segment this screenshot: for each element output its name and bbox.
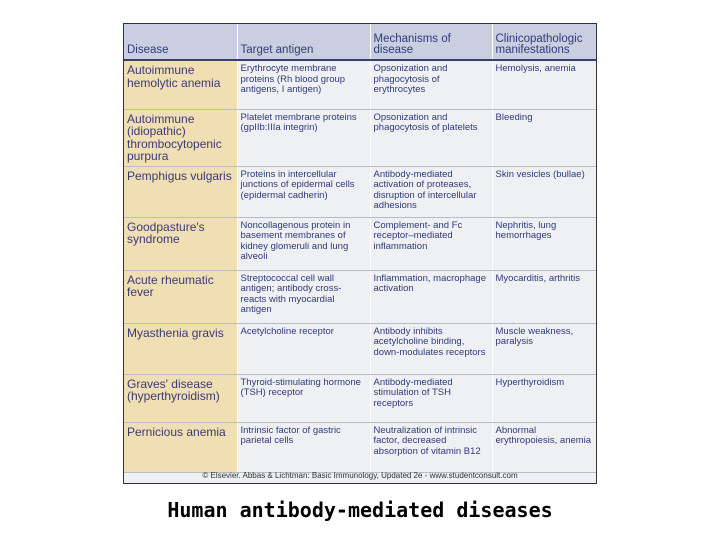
disease-cell: Graves' disease (hyperthyroidism) [124,374,237,422]
antigen-cell: Intrinsic factor of gastric parietal cells [237,422,370,472]
table-row [124,374,596,422]
disease-cell: Acute rheumatic fever [124,270,237,323]
manifestation-cell: Myocarditis, arthritis [492,270,596,323]
mechanism-cell: Neutralization of intrinsic factor, decreased absorption of vitamin B12 [370,422,492,472]
header-mechanisms: Mechanisms of disease [370,24,492,60]
table-row [124,166,596,217]
table-row [124,217,596,270]
header-disease: Disease [124,24,237,60]
mechanism-cell: Opsonization and phagocytosis of erythrocytes [370,60,492,109]
table-figure [123,23,597,484]
antigen-cell: Platelet membrane proteins (gpIIb:IIIa integrin) [237,109,370,166]
table-row [124,109,596,166]
disease-cell: Goodpasture's syndrome [124,217,237,270]
mechanism-cell: Antibody-mediated stimulation of TSH receptors [370,374,492,422]
manifestation-cell: Skin vesicles (bullae) [492,166,596,217]
antigen-cell: Noncollagenous protein in basement membranes of kidney glomeruli and lung alveoli [237,217,370,270]
mechanism-cell: Complement- and Fc receptor–mediated inflammation [370,217,492,270]
header-manifestations: Clinicopathologic manifestations [492,24,596,60]
table-row [124,60,596,109]
disease-cell: Autoimmune (idiopathic) thrombocytopenic purpura [124,109,237,166]
manifestation-cell: Hyperthyroidism [492,374,596,422]
slide-caption: Human antibody-mediated diseases [167,498,553,522]
table-header-row [124,24,596,60]
table-row [124,323,596,374]
table-row [124,422,596,472]
antigen-cell: Erythrocyte membrane proteins (Rh blood group antigens, I antigen) [237,60,370,109]
antigen-cell: Thyroid-stimulating hormone (TSH) receptor [237,374,370,422]
mechanism-cell: Opsonization and phagocytosis of platelets [370,109,492,166]
antigen-cell: Acetylcholine receptor [237,323,370,374]
table-row [124,270,596,323]
disease-cell: Myasthenia gravis [124,323,237,374]
antigen-cell: Proteins in intercellular junctions of epidermal cells (epidermal cadherin) [237,166,370,217]
mechanism-cell: Inflammation, macrophage activation [370,270,492,323]
disease-cell: Pernicious anemia [124,422,237,472]
manifestation-cell: Bleeding [492,109,596,166]
manifestation-cell: Muscle weakness, paralysis [492,323,596,374]
disease-cell: Pemphigus vulgaris [124,166,237,217]
disease-cell: Autoimmune hemolytic anemia [124,60,237,109]
disease-table [124,24,596,473]
header-target-antigen: Target antigen [237,24,370,60]
manifestation-cell: Hemolysis, anemia [492,60,596,109]
antigen-cell: Streptococcal cell wall antigen; antibody cross-reacts with myocardial antigen [237,270,370,323]
manifestation-cell: Nephritis, lung hemorrhages [492,217,596,270]
mechanism-cell: Antibody inhibits acetylcholine binding, down-modulates receptors [370,323,492,374]
copyright-notice: © Elsevier. Abbas & Lichtman: Basic Immunology, Updated 2e - www.studentconsult.com [202,471,518,480]
mechanism-cell: Antibody-mediated activation of proteases, disruption of intercellular adhesions [370,166,492,217]
manifestation-cell: Abnormal erythropoiesis, anemia [492,422,596,472]
